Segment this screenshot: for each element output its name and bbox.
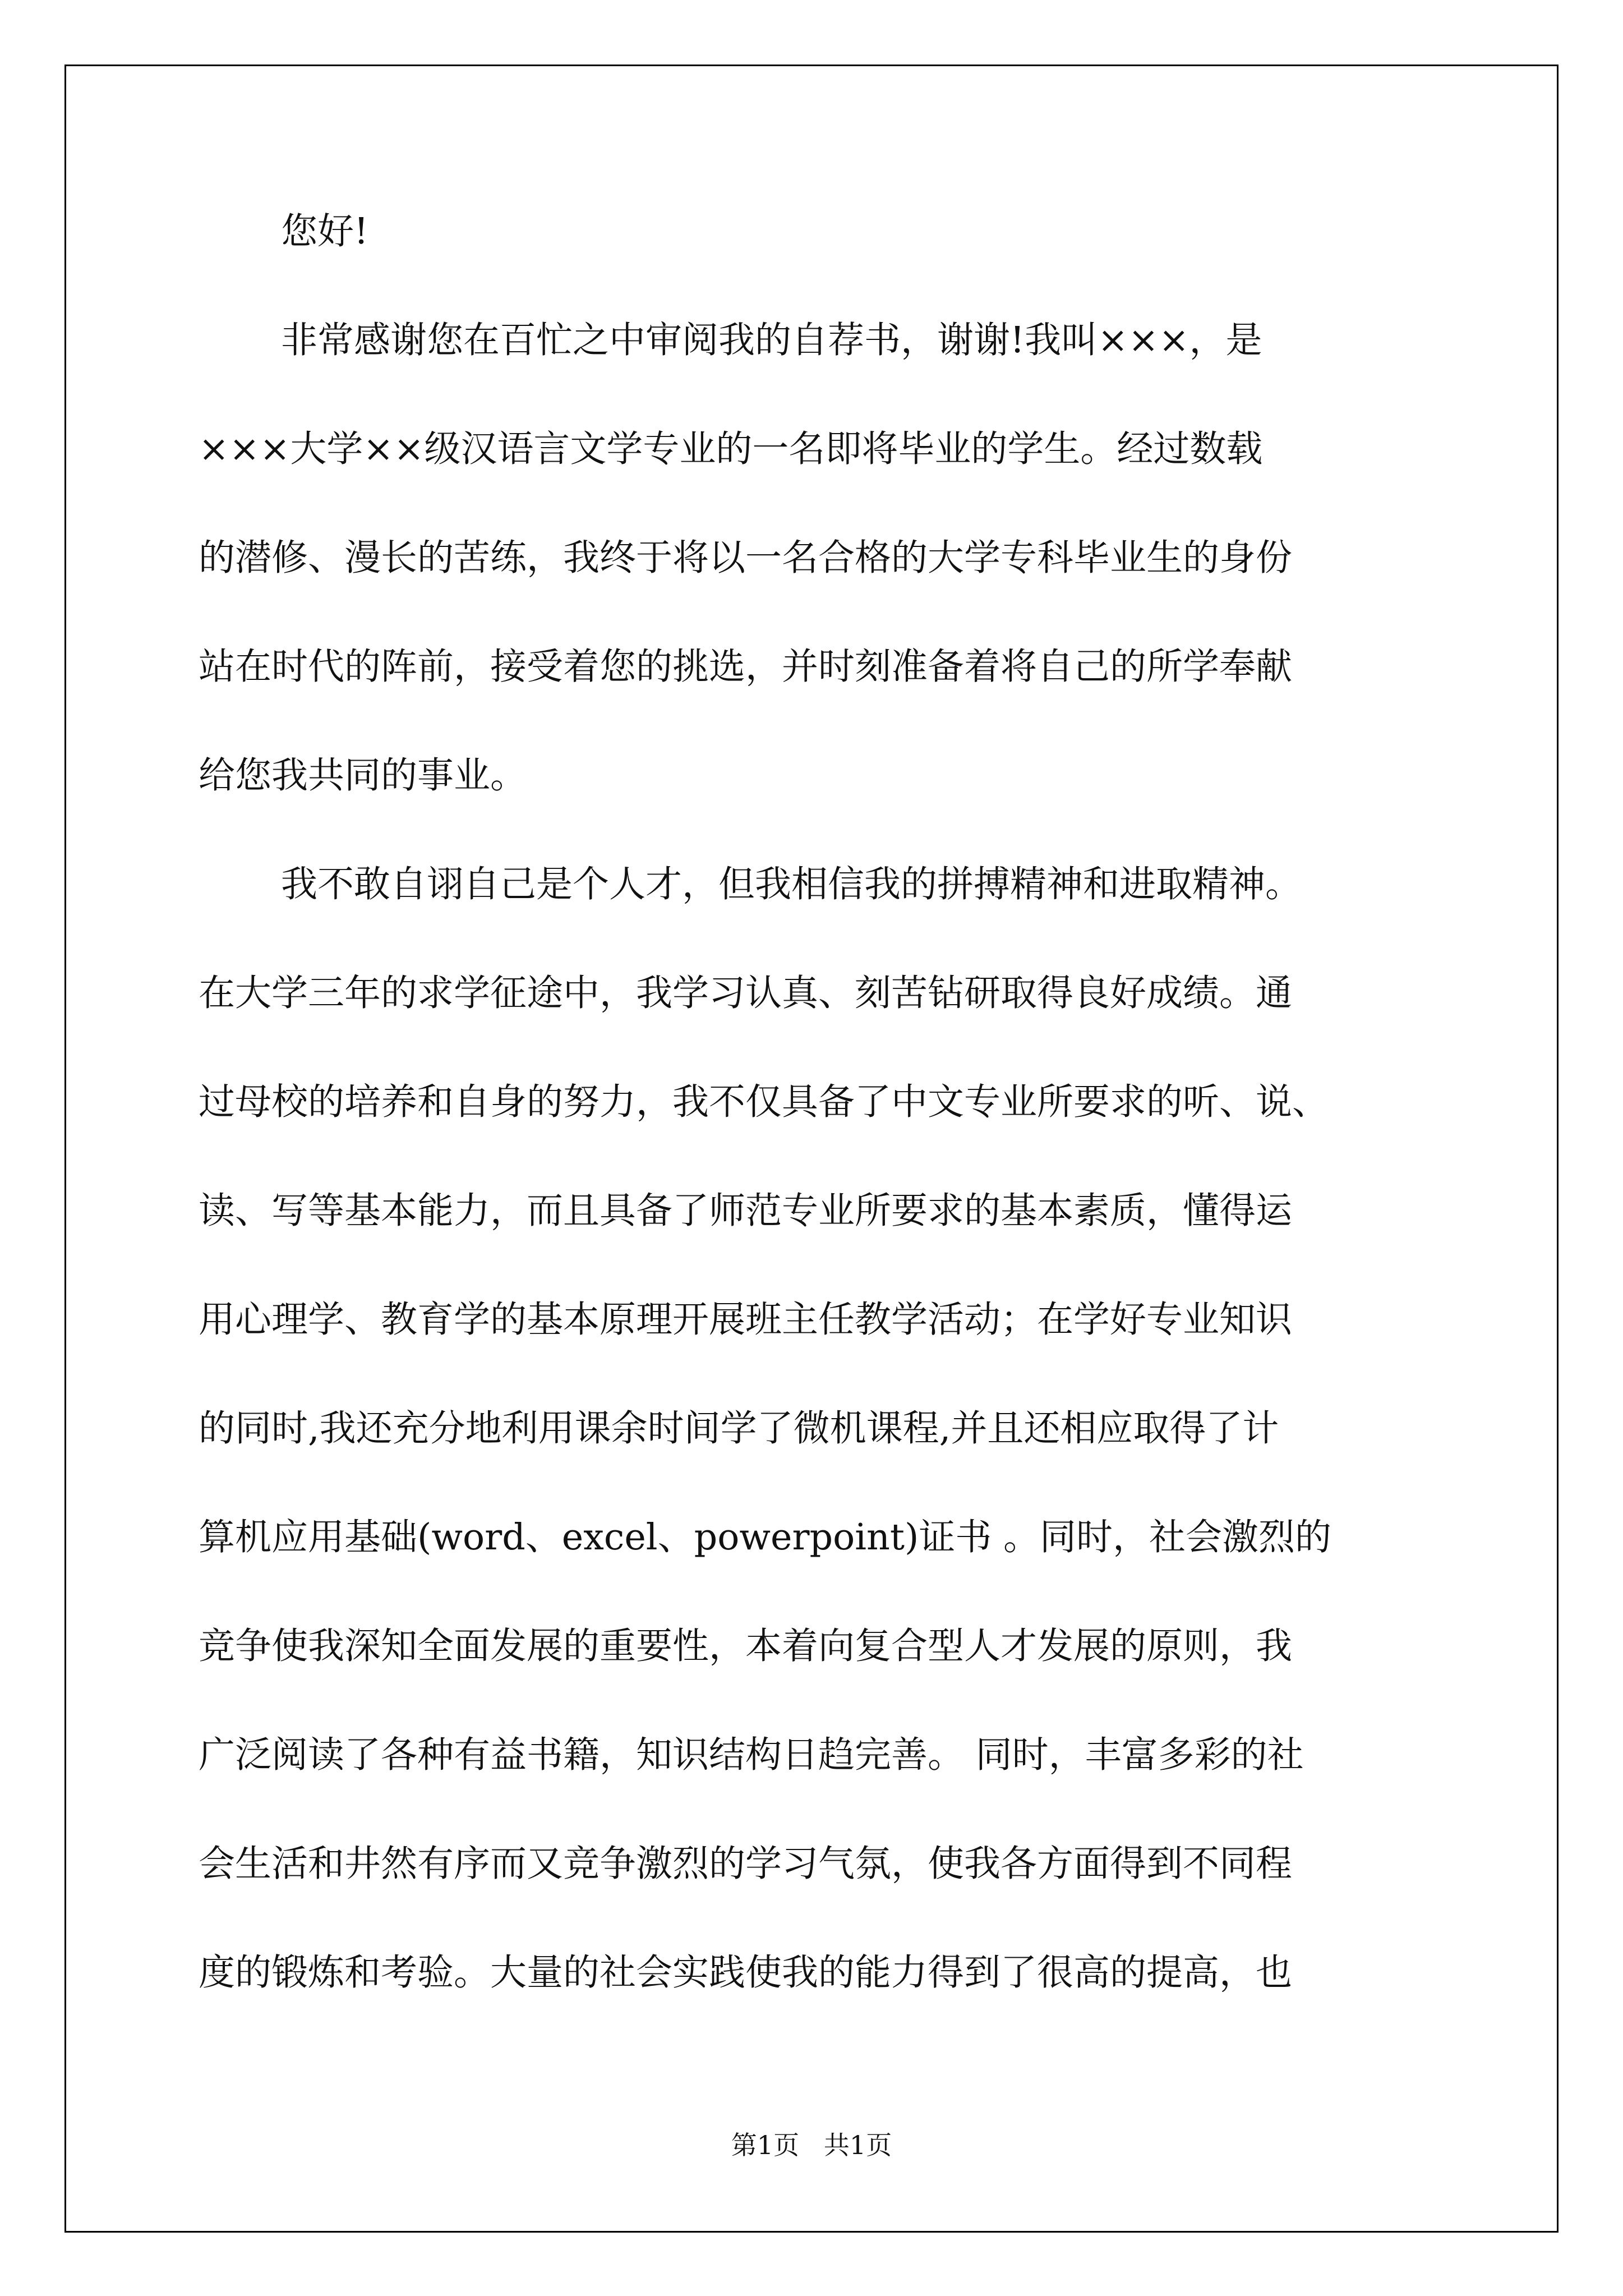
paragraph-1-line-1: 非常感谢您在百忙之中审阅我的自荐书，谢谢!我叫×××，是 bbox=[281, 319, 1262, 361]
greeting-line: 您好! bbox=[281, 210, 369, 252]
paragraph-2-line-11: 度的锻炼和考验。大量的社会实践使我的能力得到了很高的提高，也 bbox=[199, 1952, 1293, 1994]
page-number-footer: 第1页 共1页 bbox=[731, 2130, 892, 2160]
paragraph-1-line-2: ×××大学××级汉语言文学专业的一名即将毕业的学生。经过数载 bbox=[199, 428, 1263, 470]
paragraph-2-line-1: 我不敢自诩自己是个人才，但我相信我的拼搏精神和进取精神。 bbox=[281, 863, 1302, 905]
paragraph-1-line-4: 站在时代的阵前，接受着您的挑选，并时刻准备着将自己的所学奉献 bbox=[199, 646, 1293, 688]
paragraph-1-line-3: 的潜修、漫长的苦练，我终于将以一名合格的大学专科毕业生的身份 bbox=[199, 537, 1293, 579]
paragraph-1-line-5: 给您我共同的事业。 bbox=[199, 754, 527, 797]
letter-body bbox=[199, 206, 1466, 2056]
paragraph-2-line-3: 过母校的培养和自身的努力，我不仅具备了中文专业所要求的听、说、 bbox=[199, 1081, 1329, 1123]
paragraph-2-line-9: 广泛阅读了各种有益书籍，知识结构日趋完善。 同时，丰富多彩的社 bbox=[199, 1734, 1304, 1776]
paragraph-2-line-7: 算机应用基础(word、excel、powerpoint)证书 。同时，社会激烈的 bbox=[199, 1516, 1332, 1558]
paragraph-2-line-4: 读、写等基本能力，而且具备了师范专业所要求的基本素质，懂得运 bbox=[199, 1190, 1293, 1232]
paragraph-2-line-8: 竞争使我深知全面发展的重要性，本着向复合型人才发展的原则，我 bbox=[199, 1625, 1293, 1667]
paragraph-2-line-10: 会生活和井然有序而又竞争激烈的学习气氛，使我各方面得到不同程 bbox=[199, 1843, 1293, 1885]
paragraph-2-line-6: 的同时,我还充分地利用课余时间学了微机课程,并且还相应取得了计 bbox=[199, 1407, 1279, 1450]
paragraph-2-line-5: 用心理学、教育学的基本原理开展班主任教学活动；在学好专业知识 bbox=[199, 1299, 1293, 1341]
paragraph-2-line-2: 在大学三年的求学征途中，我学习认真、刻苦钻研取得良好成绩。通 bbox=[199, 972, 1293, 1014]
